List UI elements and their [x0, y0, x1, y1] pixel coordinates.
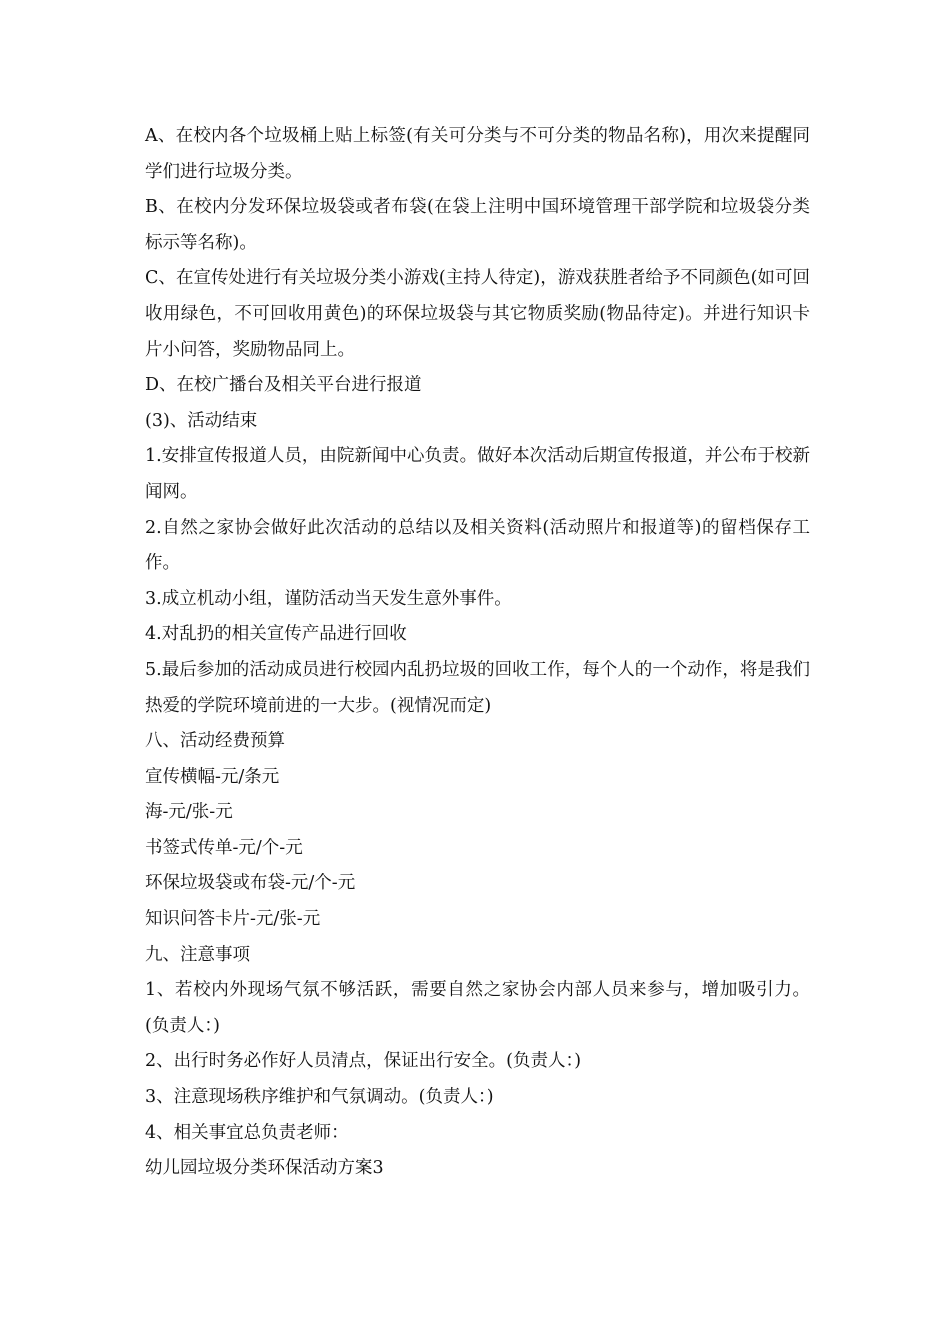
note-4-teacher: 4、相关事宜总负责老师： — [145, 1122, 349, 1143]
item-5-cleanup: 5.最后参加的活动成员进行校园内乱扔垃圾的回收工作，每个人的一个动作，将是我们热爱的学院环境前进的一大步。(视情况而定) — [145, 659, 810, 716]
section-budget-heading: 八、活动经费预算 — [145, 731, 285, 752]
item-2-archive: 2.自然之家协会做好此次活动的总结以及相关资料(活动照片和报道等)的留档保存工作。 — [145, 517, 810, 574]
paragraph-c-games: C、在宣传处进行有关垃圾分类小游戏(主持人待定)，游戏获胜者给予不同颜色(如可回收用绿色，不可回收用黄色)的环保垃圾袋与其它物质奖励(物品待定)。并进行知识卡片小问答，奖励物品同上。 — [145, 268, 810, 360]
section-activity-end: (3)、活动结束 — [145, 410, 258, 431]
note-2-headcount: 2、出行时务必作好人员清点，保证出行安全。(负责人：) — [145, 1051, 582, 1072]
budget-quiz-cards: 知识问答卡片-元/张-元 — [145, 909, 321, 930]
document-page — [145, 119, 810, 1187]
item-4-recycle: 4.对乱扔的相关宣传产品进行回收 — [145, 624, 407, 645]
item-1-reporting: 1.安排宣传报道人员，由院新闻中心负责。做好本次活动后期宣传报道，并公布于校新闻网。 — [145, 446, 810, 502]
note-1-atmosphere: 1、若校内外现场气氛不够活跃，需要自然之家协会内部人员来参与，增加吸引力。(负责人：) — [145, 980, 810, 1036]
paragraph-a-labels: A、在校内各个垃圾桶上贴上标签(有关可分类与不可分类的物品名称)，用次来提醒同学们进行垃圾分类。 — [145, 126, 810, 182]
paragraph-d-broadcast: D、在校广播台及相关平台进行报道 — [145, 375, 422, 396]
budget-poster: 海-元/张-元 — [145, 802, 233, 823]
budget-bags: 环保垃圾袋或布袋-元/个-元 — [145, 873, 356, 894]
section-notes-heading: 九、注意事项 — [145, 944, 250, 965]
budget-banner: 宣传横幅-元/条元 — [145, 766, 280, 787]
item-3-mobile-team: 3.成立机动小组，谨防活动当天发生意外事件。 — [145, 588, 512, 609]
budget-bookmark-flyer: 书签式传单-元/个-元 — [145, 837, 303, 858]
paragraph-b-bags: B、在校内分发环保垃圾袋或者布袋(在袋上注明中国环境管理干部学院和垃圾袋分类标示等名称)。 — [145, 197, 810, 253]
note-3-order: 3、注意现场秩序维护和气氛调动。(负责人：) — [145, 1087, 494, 1108]
next-plan-title: 幼儿园垃圾分类环保活动方案3 — [145, 1158, 384, 1179]
